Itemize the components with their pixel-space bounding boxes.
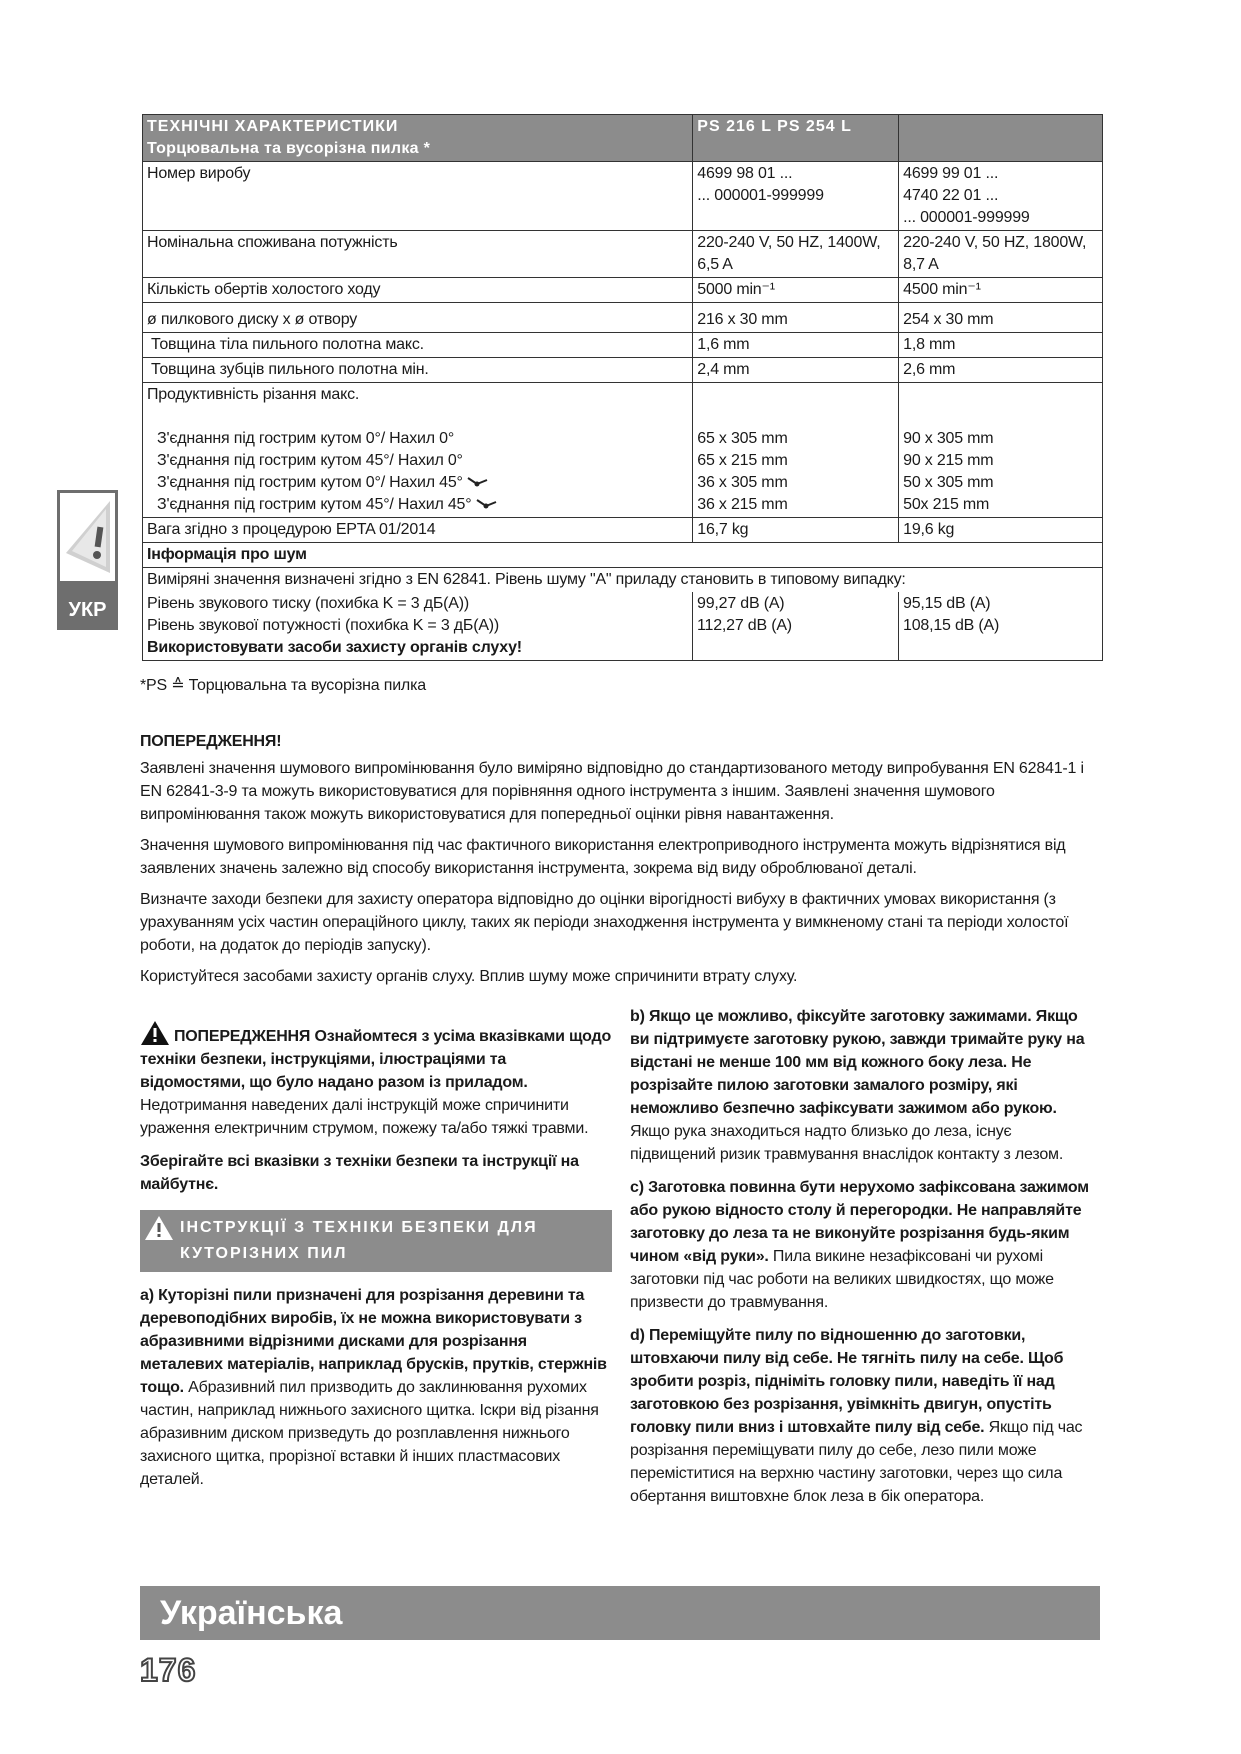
model-header: PS 216 L PS 254 L xyxy=(693,115,899,162)
noise-pressure-label: Рівень звукового тиску (похибка K = 3 дБ(A)) xyxy=(147,595,470,612)
row-label: Товщина тіла пильного полотна макс. xyxy=(143,333,693,358)
cell-b: 4500 min⁻¹ xyxy=(899,278,1103,303)
cell-a: 2,4 mm xyxy=(693,358,899,383)
cut-line-text: З'єднання під гострим кутом 0°/ Нахил 0° xyxy=(157,430,455,447)
cut-value: 50x 215 mm xyxy=(903,496,990,513)
noise-body xyxy=(143,568,1103,661)
cell-text: ... 000001-999999 xyxy=(697,187,824,204)
row-label: Кількість обертів холостого ходу xyxy=(143,278,693,303)
instruction-text: Пила викине незафіксовані чи рухомі заготовки під час роботи на великих швидкостях, що може призвести до травмування. xyxy=(630,1248,1054,1311)
warning-icon xyxy=(144,1215,174,1241)
cell-a: 5000 min⁻¹ xyxy=(693,278,899,303)
warning-icon xyxy=(140,1020,170,1046)
bevel-icon xyxy=(476,497,498,509)
cut-line-text: З'єднання під гострим кутом 0°/ Нахил 45° xyxy=(157,474,463,491)
bevel-icon xyxy=(467,475,489,487)
warning-paragraph: Визначте заходи безпеки для захисту оператора відповідно до оцінки вірогідності вибуху в фактичних умовах використання (з урахуванням усіх частин операційного циклу, таких як періоди знаходження інструмента у вимкненому стані та періоди холостої роботи, на додаток до періодів запуску). xyxy=(140,891,1069,954)
table-subtitle: Торцювальна та вусорізна пилка * xyxy=(147,140,431,157)
instruction-a xyxy=(140,1284,612,1491)
cell-b: 2,6 mm xyxy=(899,358,1103,383)
cut-value: 65 x 215 mm xyxy=(697,452,788,469)
right-column xyxy=(630,1005,1100,1518)
cell-a xyxy=(693,231,899,278)
side-tab-label: УКР xyxy=(68,599,107,621)
noise-value: 112,27 dB (A) xyxy=(697,617,792,634)
cut-line-2 xyxy=(147,450,688,472)
table-row xyxy=(143,231,1103,278)
general-warning-text: Недотримання наведених далі інструкцій може спричинити ураження електричним струмом, пожежу та/або тяжкі травми. xyxy=(140,1097,589,1137)
cell-text: 8,7 A xyxy=(903,256,939,273)
instruction-d xyxy=(630,1324,1100,1508)
table-row xyxy=(143,162,1103,231)
cut-capacity-cell xyxy=(143,383,693,518)
cut-values-a xyxy=(693,383,899,518)
empty-header xyxy=(899,115,1103,162)
noise-labels xyxy=(143,592,693,660)
noise-value: 99,27 dB (A) xyxy=(697,595,785,612)
warning-heading: ПОПЕРЕДЖЕННЯ! xyxy=(140,733,282,750)
table-row xyxy=(143,333,1103,358)
cell-b xyxy=(899,162,1103,231)
warning-paragraph: Значення шумового випромінювання під час фактичного використання електроприводного інструмента можуть відрізнятися від заявлених значень залежно від способу використання інструмента, зокрема від виду оброблюваної деталі. xyxy=(140,837,1066,877)
noise-body-row xyxy=(143,568,1103,661)
noise-values xyxy=(143,592,1102,660)
cut-value: 36 x 305 mm xyxy=(697,474,788,491)
cut-value: 65 x 305 mm xyxy=(697,430,788,447)
cell-b xyxy=(899,231,1103,278)
row-label: Вага згідно з процедурою EPTA 01/2014 xyxy=(143,518,693,543)
cell-text: 4699 99 01 ... xyxy=(903,165,999,182)
table-row xyxy=(143,303,1103,333)
table-header-row xyxy=(143,115,1103,162)
keep-instructions-note: Зберігайте всі вказівки з техніки безпеки та інструкції на майбутнє. xyxy=(140,1153,579,1193)
instruction-bold: d) Переміщуйте пилу по відношенню до заготовки, штовхаючи пилу від себе. Не тягніть пилу на себе. Щоб зробити розріз, підніміть головку пили, наведіть її над заготовкою без розрізання, увімкніть двигун, опустіть головку пили вниз і штовхайте пилу від себе. xyxy=(630,1327,1064,1436)
left-column xyxy=(140,1020,612,1501)
cut-line-4 xyxy=(147,494,688,516)
table-row xyxy=(143,383,1103,518)
warning-paragraph: Заявлені значення шумового випромінювання було виміряно відповідно до стандартизованого методу випробування EN 62841-1 і EN 62841-3-9 та можуть використовуватися для порівняння одного інструмента з іншим. Заявлені значення шумового випромінювання також можуть використовуватися для попередньої оцінки рівня навантаження. xyxy=(140,760,1084,823)
instruction-c xyxy=(630,1176,1100,1314)
instruction-b xyxy=(630,1005,1100,1166)
row-label: Номер виробу xyxy=(143,162,693,231)
cell-text: 6,5 A xyxy=(697,256,733,273)
cell-text: 220-240 V, 50 HZ, 1800W, xyxy=(903,234,1087,251)
instruction-bold: a) Куторізні пили призначені для розрізання деревини та деревоподібних виробів, їх не можна використовувати з абразивними відрізними дисками для розрізання металевих матеріалів, наприклад брусків, прутків, стержнів тощо. xyxy=(140,1287,607,1396)
cut-label: Продуктивність різання макс. xyxy=(147,386,360,403)
cut-values-b xyxy=(899,383,1103,518)
noise-value: 108,15 dB (A) xyxy=(903,617,1000,634)
instruction-bold: c) Заготовка повинна бути нерухомо зафіксована зажимом або рукою відносто столу й перегородки. Не направляйте заготовку до леза та не виконуйте розрізання будь-яким чином «від руки». xyxy=(630,1179,1089,1265)
instruction-text: Якщо під час розрізання переміщувати пилу до себе, лезо пили може переміститися на верхню частину заготовки, через що сила обертання виштовхне блок леза в бік оператора. xyxy=(630,1419,1083,1505)
instruction-text: Якщо рука знаходиться надто близько до леза, існує підвищений ризик травмування внаслідок контакту з лезом. xyxy=(630,1123,1064,1163)
language-title: Українська xyxy=(160,1594,343,1632)
instruction-text: Абразивний пил призводить до заклинювання рухомих частин, наприклад нижнього захисного щитка. Іскри від різання абразивним диском призведуть до розплавлення нижнього захисного щитка, прорізної вставки й інших пластмасових деталей. xyxy=(140,1379,599,1488)
warning-paragraph: Користуйтеся засобами захисту органів слуху. Вплив шуму може спричинити втрату слуху. xyxy=(140,968,798,985)
language-side-tab xyxy=(57,490,118,630)
section-title: ІНСТРУКЦІЇ З ТЕХНІКИ БЕЗПЕКИ ДЛЯ КУТОРІЗНИХ ПИЛ xyxy=(180,1219,538,1262)
cut-line-text: З'єднання під гострим кутом 45°/ Нахил 45° xyxy=(157,496,472,513)
language-bar xyxy=(140,1586,1100,1640)
noise-values-b xyxy=(899,592,1102,660)
row-label: ø пилкового диску x ø отвору xyxy=(143,303,693,333)
cell-text: 4699 98 01 ... xyxy=(697,165,793,182)
general-warning xyxy=(140,1020,612,1140)
cell-text: 220-240 V, 50 HZ, 1400W, xyxy=(697,234,881,251)
noise-power-label: Рівень звукової потужності (похибка K = 3 дБ(A)) xyxy=(147,617,500,634)
page-number: 176 xyxy=(140,1652,197,1688)
noise-warning-block xyxy=(140,730,1100,996)
cut-value: 36 x 215 mm xyxy=(697,496,788,513)
noise-title: Інформація про шум xyxy=(143,543,1103,568)
cell-text: 4740 22 01 ... xyxy=(903,187,999,204)
spec-table xyxy=(142,114,1103,661)
noise-title-row xyxy=(143,543,1103,568)
cell-text: ... 000001-999999 xyxy=(903,209,1030,226)
cut-value: 90 x 305 mm xyxy=(903,430,994,447)
cell-a: 16,7 kg xyxy=(693,518,899,543)
cell-b: 19,6 kg xyxy=(899,518,1103,543)
table-row xyxy=(143,518,1103,543)
cell-a: 216 x 30 mm xyxy=(693,303,899,333)
cut-line-1 xyxy=(147,428,688,450)
table-title: ТЕХНІЧНІ ХАРАКТЕРИСТИКИ xyxy=(147,118,399,135)
row-label: Номінальна споживана потужність xyxy=(143,231,693,278)
table-title-cell xyxy=(143,115,693,162)
cell-b: 1,8 mm xyxy=(899,333,1103,358)
noise-value: 95,15 dB (A) xyxy=(903,595,991,612)
table-row xyxy=(143,278,1103,303)
general-warning-bold: ПОПЕРЕДЖЕННЯ Ознайомтеся з усіма вказівками щодо техніки безпеки, інструкціями, ілюстраціями та відомостями, що було надано разом із приладом. xyxy=(140,1028,612,1091)
cut-line-3 xyxy=(147,472,688,494)
noise-intro: Виміряні значення визначені згідно з EN 62841. Рівень шуму "A" приладу становить в типовому випадку: xyxy=(147,571,906,588)
hearing-protection-note: Використовувати засоби захисту органів слуху! xyxy=(147,639,522,656)
safety-section-header xyxy=(140,1210,612,1272)
instruction-bold: b) Якщо це можливо, фіксуйте заготовку зажимами. Якщо ви підтримуєте заготовку рукою, завжди тримайте руку на відстані не менше 100 мм від кожного боку леза. Не розрізайте пилою заготовки замалого розміру, які неможливо безпечно зафіксувати зажимом або рукою. xyxy=(630,1008,1085,1117)
noise-values-a xyxy=(693,592,899,660)
cut-value: 50 x 305 mm xyxy=(903,474,994,491)
warning-triangle-icon xyxy=(60,493,115,581)
cell-a xyxy=(693,162,899,231)
cell-a: 1,6 mm xyxy=(693,333,899,358)
side-warning-box xyxy=(57,490,118,584)
cut-line-text: З'єднання під гострим кутом 45°/ Нахил 0° xyxy=(157,452,463,469)
cut-value: 90 x 215 mm xyxy=(903,452,994,469)
row-label: Товщина зубців пильного полотна мін. xyxy=(143,358,693,383)
table-row xyxy=(143,358,1103,383)
cell-b: 254 x 30 mm xyxy=(899,303,1103,333)
footnote: *PS ≙ Торцювальна та вусорізна пилка xyxy=(140,677,426,694)
